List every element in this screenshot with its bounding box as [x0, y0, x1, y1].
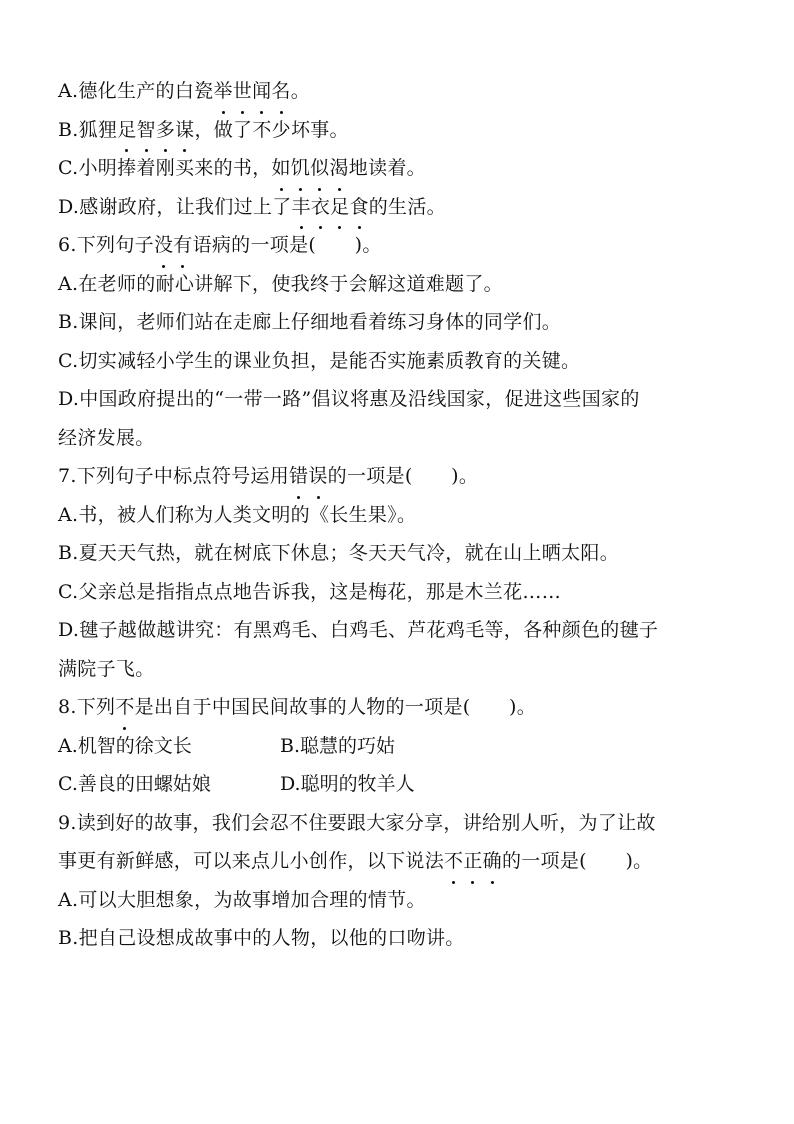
text-line	[58, 842, 748, 881]
emphasis-char: 食	[349, 188, 368, 227]
emphasis-char: 没	[154, 226, 173, 265]
emphasis-char: 误	[308, 457, 327, 496]
line-text: B.课间，老师们站在走廊上仔细地看着练习身体的同学们。	[58, 311, 562, 333]
emphasis-dotted-text	[289, 465, 328, 487]
option-left: A.机智的徐文长	[58, 734, 192, 757]
emphasis-char: 衣	[311, 188, 330, 227]
emphasis-char: 错	[289, 457, 308, 496]
line-text: C.父亲总是指指点点地告诉我，这是梅花，那是木兰花……	[58, 580, 562, 603]
line-text: A.可以大胆想象，为故事增加合理的情节。	[58, 888, 426, 911]
question-block-9	[58, 804, 748, 958]
line-text: 经济发展。	[58, 426, 155, 449]
text-line	[58, 919, 748, 958]
line-text: C.小明捧着刚买来的书，	[58, 157, 272, 179]
option-right: B.聪慧的巧姑	[280, 734, 396, 757]
text-line	[58, 650, 748, 689]
emphasis-char: 饥	[291, 149, 310, 188]
emphasis-char: 多	[156, 111, 175, 150]
option-right: D.聪明的牧羊人	[280, 773, 415, 795]
emphasis-char: 不	[444, 842, 463, 881]
option-row	[58, 765, 748, 804]
emphasis-char: 有	[173, 226, 192, 265]
emphasis-dotted-text	[444, 850, 502, 872]
line-text: B.把自己设想成故事中的人物，以他的口吻讲。	[58, 927, 465, 949]
text-line	[58, 688, 748, 727]
text-line	[58, 342, 748, 381]
emphasis-char: 正	[463, 842, 482, 881]
line-text: 9.读到好的故事，我们会忍不住要跟大家分享，讲给别人听，为了让故	[58, 811, 656, 834]
text-line	[58, 265, 748, 304]
line-text: C.切实减轻小学生的课业负担，是能否实施素质教育的关键。	[58, 349, 581, 372]
emphasis-char: 如	[272, 149, 291, 188]
text-line	[58, 380, 748, 419]
line-text: 6.下列句子	[58, 234, 154, 256]
line-text-suffix: 的一项是( )。	[327, 465, 479, 487]
line-text: A.书，被人们称为人类文明的《长生果》。	[58, 503, 417, 526]
line-text: D.感谢政府，让我们过上了	[58, 195, 292, 218]
text-line	[58, 573, 748, 612]
line-text-suffix: 的生活。	[368, 195, 446, 218]
text-line	[58, 149, 748, 188]
text-line	[58, 496, 748, 535]
emphasis-dotted-text	[115, 696, 134, 718]
emphasis-char: 丰	[292, 188, 311, 227]
line-text-suffix: 的一项是( )。	[501, 850, 653, 872]
line-text: B.狐狸足智多谋，做了不少坏事。	[58, 119, 349, 141]
line-text-suffix: A.德化生产的白瓷举世闻名。	[58, 80, 310, 102]
text-line	[58, 534, 748, 573]
line-text: B.夏天天气热，就在树底下休息；冬天天气冷，就在山上晒太阳。	[58, 542, 620, 564]
emphasis-char: 谋	[175, 111, 194, 150]
option-row	[58, 727, 748, 766]
emphasis-char: 名	[271, 72, 290, 111]
line-text: 满院子飞。	[58, 657, 155, 680]
question-block-5-options	[58, 72, 748, 727]
line-text: 事更有新鲜感，可以来点儿小创作，以下说法	[58, 850, 445, 872]
emphasis-char: 世	[233, 72, 252, 111]
line-text: D.中国政府提出的“一带一路”倡议将惠及沿线国家，促进这些国家的	[58, 388, 640, 410]
line-text: 7.下列句子中标点符号运用	[58, 465, 290, 487]
emphasis-char: 闻	[252, 72, 271, 111]
text-line	[58, 457, 748, 496]
text-line	[58, 419, 748, 458]
emphasis-dotted-text	[272, 157, 349, 179]
emphasis-char: 渴	[329, 149, 348, 188]
line-text-suffix: 语病的一项是( )。	[192, 234, 382, 256]
emphasis-char: 确	[483, 842, 502, 881]
option-left: C.善良的田螺姑娘	[58, 773, 211, 795]
emphasis-dotted-text	[154, 234, 193, 256]
emphasis-char: 智	[137, 111, 156, 150]
emphasis-char: 足	[117, 111, 136, 150]
line-text-suffix: 地读着。	[348, 157, 426, 179]
line-text: A.在老师的耐心讲解下，使我终于会解这道难题了。	[58, 272, 503, 295]
text-line	[58, 72, 748, 111]
exam-page	[58, 72, 748, 958]
text-line	[58, 611, 748, 650]
text-line	[58, 881, 748, 920]
line-text: 8.下列	[58, 696, 116, 718]
text-line	[58, 226, 748, 265]
line-text-suffix: 是出自于中国民间故事的人物的一项是( )。	[134, 696, 537, 718]
emphasis-char: 似	[310, 149, 329, 188]
text-line	[58, 303, 748, 342]
emphasis-char: 举	[213, 72, 232, 111]
text-line	[58, 804, 748, 843]
question-8-options	[58, 727, 748, 804]
emphasis-char: 不	[115, 688, 134, 727]
emphasis-char: 足	[330, 188, 349, 227]
line-text: D.毽子越做越讲究：有黑鸡毛、白鸡毛、芦花鸡毛等，各种颜色的毽子	[58, 619, 659, 641]
text-line	[58, 188, 748, 227]
emphasis-dotted-text	[292, 196, 369, 218]
text-line	[58, 111, 748, 150]
